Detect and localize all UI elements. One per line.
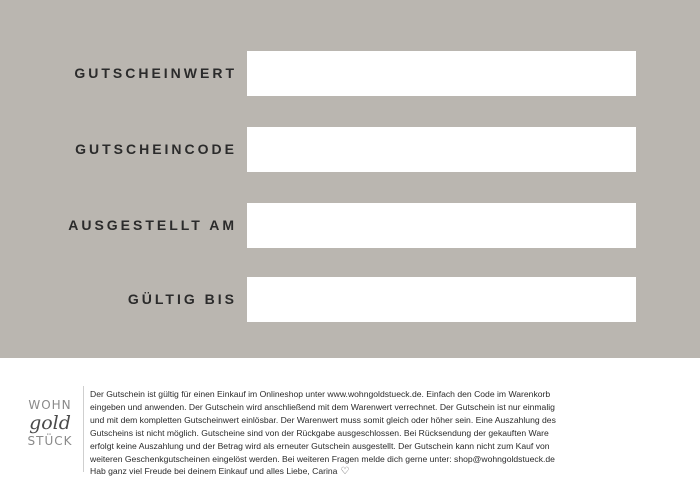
field-row-gutscheincode <box>0 127 700 172</box>
gutscheincode-field[interactable] <box>247 127 636 172</box>
field-row-ausgestellt-am <box>0 203 700 248</box>
gutscheinwert-field[interactable] <box>247 51 636 96</box>
gutscheincode-label: GUTSCHEINCODE <box>75 141 237 157</box>
terms-line: eingeben und anwenden. Der Gutschein wird anschließend mit dem Warenwert verrechnet. Der Gutschein ist nur einmalig <box>90 401 555 412</box>
terms-line: Gutscheins ist nicht möglich. Gutscheine sind von der Rückgabe ausgeschlossen. Bei Rücksendung der gekauften Ware <box>90 427 549 438</box>
terms-line: Der Gutschein ist gültig für einen Einkauf im Onlineshop unter www.wohngoldstueck.de. Einfach den Code im Warenkorb <box>90 389 551 399</box>
terms-closing-text: Hab ganz viel Freude bei deinem Einkauf und alles Liebe, Carina <box>90 466 338 477</box>
brand-logo <box>22 398 78 458</box>
logo-divider <box>83 386 84 472</box>
ausgestellt-am-label: AUSGESTELLT AM <box>68 217 237 233</box>
terms-text <box>90 388 662 478</box>
logo-middle-text: gold <box>29 412 71 434</box>
terms-line: und mit dem kompletten Gutscheinwert einlösbar. Der Warenwert muss somit gleich oder höher sein. Eine Auszahlung des <box>90 414 556 425</box>
logo-bottom-text: STÜCK <box>27 434 73 448</box>
gutscheinwert-label: GUTSCHEINWERT <box>74 65 237 81</box>
terms-closing-line <box>90 465 662 478</box>
terms-line: weiteren Geschenkgutscheinen eingelöst werden. Bei weiteren Fragen melde dich gerne unter: shop@wohngoldstueck.de <box>90 453 555 464</box>
ausgestellt-am-field[interactable] <box>247 203 636 248</box>
heart-icon: ♡ <box>340 466 350 478</box>
terms-line: erfolgt keine Auszahlung und der Betrag wird als erneuter Gutschein ausgestellt. Der Gutschein kann nicht zum Kauf von <box>90 440 550 451</box>
gueltig-bis-label: GÜLTIG BIS <box>127 291 237 307</box>
logo-top-text: WOHN <box>28 398 72 412</box>
field-row-gueltig-bis <box>0 277 700 322</box>
field-row-gutscheinwert <box>0 51 700 96</box>
gueltig-bis-field[interactable] <box>247 277 636 322</box>
